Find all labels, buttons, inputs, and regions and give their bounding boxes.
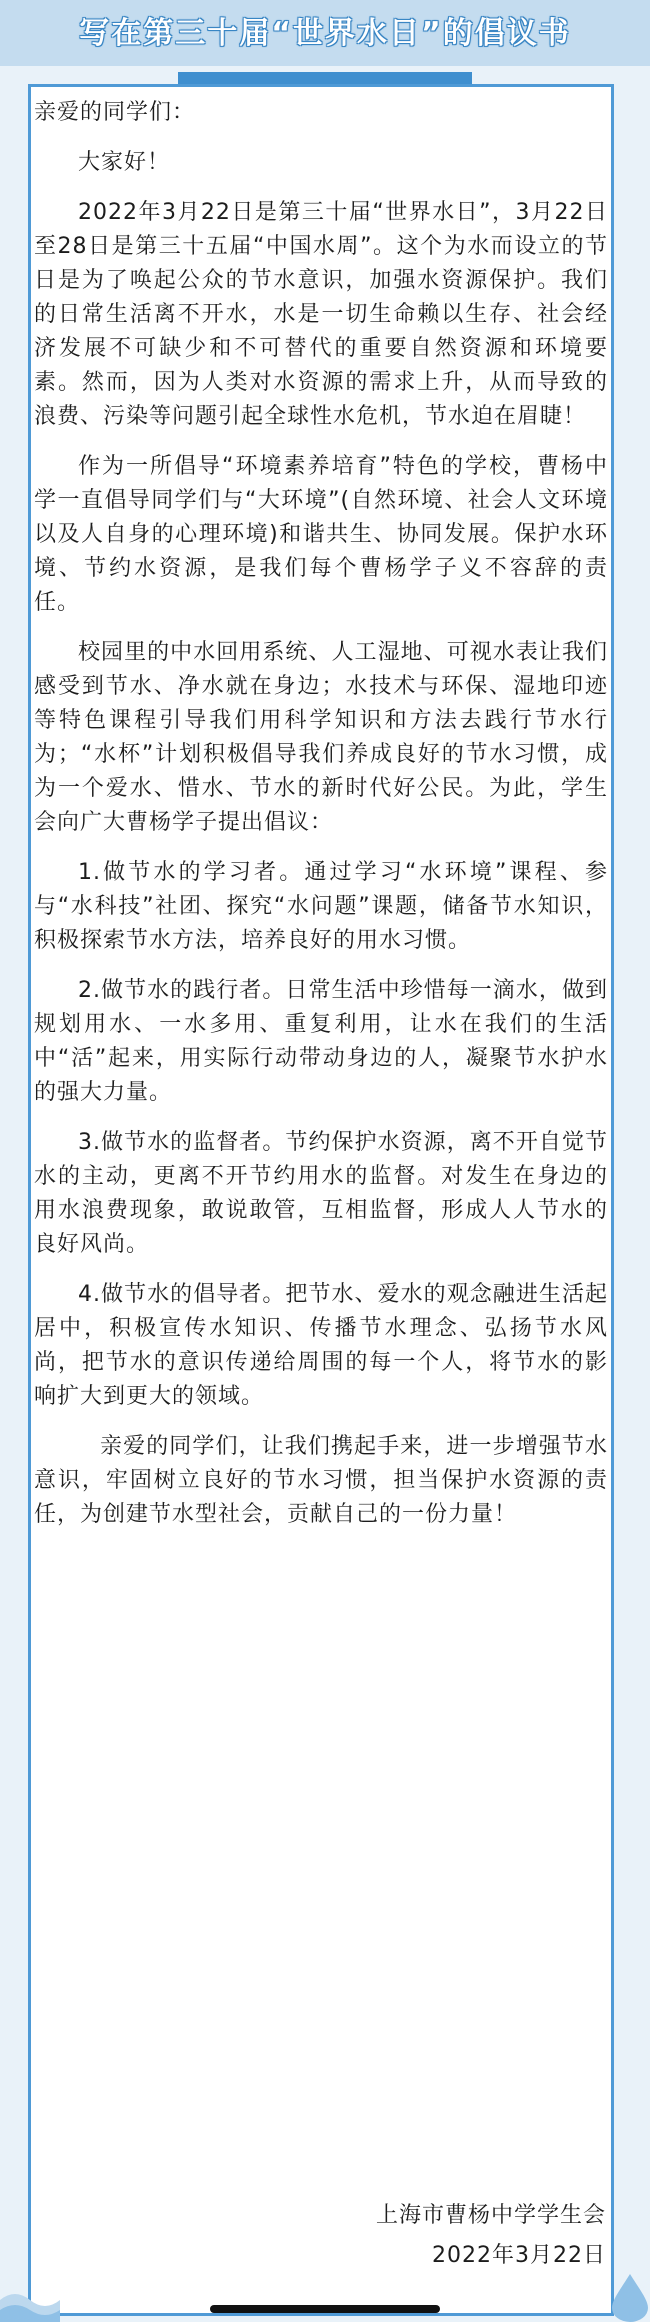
- paragraph-campus: 校园里的中水回用系统、人工湿地、可视水表让我们感受到节水、净水就在身边；水技术与环保、湿地印迹等特色课程引导我们用科学知识和方法去践行节水行为；“水杯”计划积极倡导我们养成良好的节水习惯，成为一个爱水、惜水、节水的新时代好公民。为此，学生会向广大曹杨学子提出倡议：: [34, 640, 608, 835]
- home-indicator[interactable]: [210, 2305, 440, 2313]
- letter-body: [34, 96, 608, 1548]
- proposal-practitioner: 2.做节水的践行者。日常生活中珍惜每一滴水，做到规划用水、一水多用、重复利用，让水在我们的生活中“活”起来，用实际行动带动身边的人，凝聚节水护水的强大力量。: [34, 978, 608, 1105]
- title-underline: [178, 72, 472, 84]
- proposal-supervisor: 3.做节水的监督者。节约保护水资源，离不开自觉节水的主动，更离不开节约用水的监督。对发生在身边的用水浪费现象，敢说敢管，互相监督，形成人人节水的良好风尚。: [34, 1130, 608, 1257]
- paragraph-school: 作为一所倡导“环境素养培育”特色的学校，曹杨中学一直倡导同学们与“大环境”(自然环境、社会人文环境以及人自身的心理环境)和谐共生、协同发展。保护水环境、节约水资源，是我们每个曹杨学子义不容辞的责任。: [34, 454, 608, 615]
- water-drop-icon: [590, 2270, 650, 2322]
- page-title: 写在第三十届“世界水日”的倡议书: [79, 16, 571, 51]
- signature-date: 2022年3月22日: [432, 2243, 606, 2268]
- signature-organization: 上海市曹杨中学学生会: [375, 2203, 606, 2228]
- salutation: 大家好！: [78, 150, 171, 175]
- proposal-advocate: 4.做节水的倡导者。把节水、爱水的观念融进生活起居中，积极宣传水知识、传播节水理念、弘扬节水风尚，把节水的意识传递给周围的每一个人，将节水的影响扩大到更大的领域。: [34, 1282, 608, 1409]
- greeting: 亲爱的同学们：: [34, 100, 196, 125]
- paragraph-closing: 亲爱的同学们，让我们携起手来，进一步增强节水意识，牢固树立良好的节水习惯，担当保护水资源的责任，为创建节水型社会，贡献自己的一份力量！: [34, 1434, 608, 1527]
- proposal-learner: 1.做节水的学习者。通过学习“水环境”课程、参与“水科技”社团、探究“水问题”课题，储备节水知识，积极探索节水方法，培养良好的用水习惯。: [34, 860, 608, 953]
- signature-block: [376, 2196, 606, 2276]
- water-wave-icon: [0, 2270, 60, 2322]
- paragraph-intro: 2022年3月22日是第三十届“世界水日”，3月22日至28日是第三十五届“中国水周”。这个为水而设立的节日是为了唤起公众的节水意识，加强水资源保护。我们的日常生活离不开水，水是一切生命赖以生存、社会经济发展不可缺少和不可替代的重要自然资源和环境要素。然而，因为人类对水资源的需求上升，从而导致的浪费、污染等问题引起全球性水危机，节水迫在眉睫！: [34, 200, 608, 429]
